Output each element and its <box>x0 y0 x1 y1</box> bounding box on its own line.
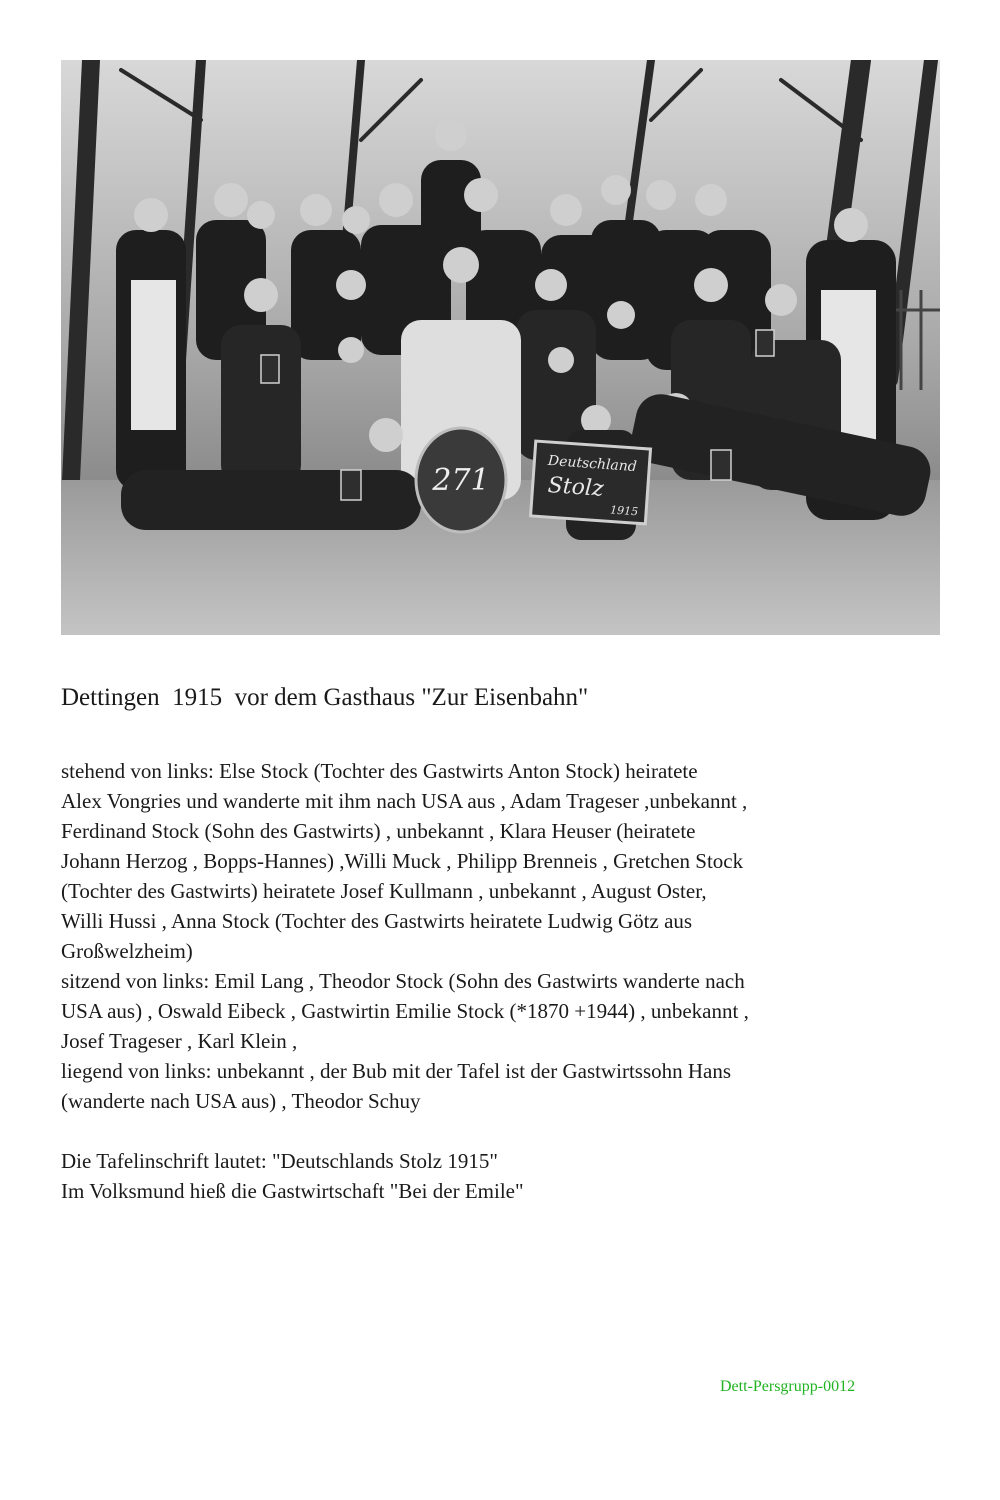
caption-line: stehend von links: Else Stock (Tochter des Gastwirts Anton Stock) heiratete <box>61 759 698 783</box>
caption-line: Johann Herzog , Bopps-Hannes) ,Willi Muck , Philipp Brenneis , Gretchen Stock <box>61 849 744 873</box>
caption-line: Josef Trageser , Karl Klein , <box>61 1029 298 1053</box>
caption-line: Alex Vongries und wanderte mit ihm nach USA aus , Adam Trageser ,unbekannt , <box>61 789 748 813</box>
board-text-line-2: Stolz <box>546 473 605 502</box>
group-photo-illustration <box>61 60 940 635</box>
note-line: Im Volksmund hieß die Gastwirtschaft "Bei der Emile" <box>61 1179 524 1203</box>
reference-id: Dett-Persgrupp-0012 <box>720 1378 856 1395</box>
paragraph-gap <box>61 1116 941 1146</box>
caption-line: liegend von links: unbekannt , der Bub mit der Tafel ist der Gastwirtssohn Hans <box>61 1059 732 1083</box>
caption-title: Dettingen 1915 vor dem Gasthaus "Zur Eisenbahn" <box>61 684 589 711</box>
note-line: Die Tafelinschrift lautet: "Deutschlands Stolz 1915" <box>61 1149 498 1173</box>
caption-line: Ferdinand Stock (Sohn des Gastwirts) , unbekannt , Klara Heuser (heiratete <box>61 819 696 843</box>
barrel-inscription: 271 <box>432 463 490 498</box>
board-text-line-3: 1915 <box>609 503 639 519</box>
caption-line: sitzend von links: Emil Lang , Theodor Stock (Sohn des Gastwirts wanderte nach <box>61 969 745 993</box>
board-text-line-1: Deutschland <box>547 452 638 476</box>
caption-body <box>61 756 941 1206</box>
caption-line: Großwelzheim) <box>61 939 193 963</box>
group-photo <box>61 60 940 635</box>
caption-line: USA aus) , Oswald Eibeck , Gastwirtin Emilie Stock (*1870 +1944) , unbekannt , <box>61 999 749 1023</box>
caption-line: Willi Hussi , Anna Stock (Tochter des Gastwirts heiratete Ludwig Götz aus <box>61 909 693 933</box>
caption-line: (Tochter des Gastwirts) heiratete Josef Kullmann , unbekannt , August Oster, <box>61 879 707 903</box>
caption-line: (wanderte nach USA aus) , Theodor Schuy <box>61 1089 421 1113</box>
